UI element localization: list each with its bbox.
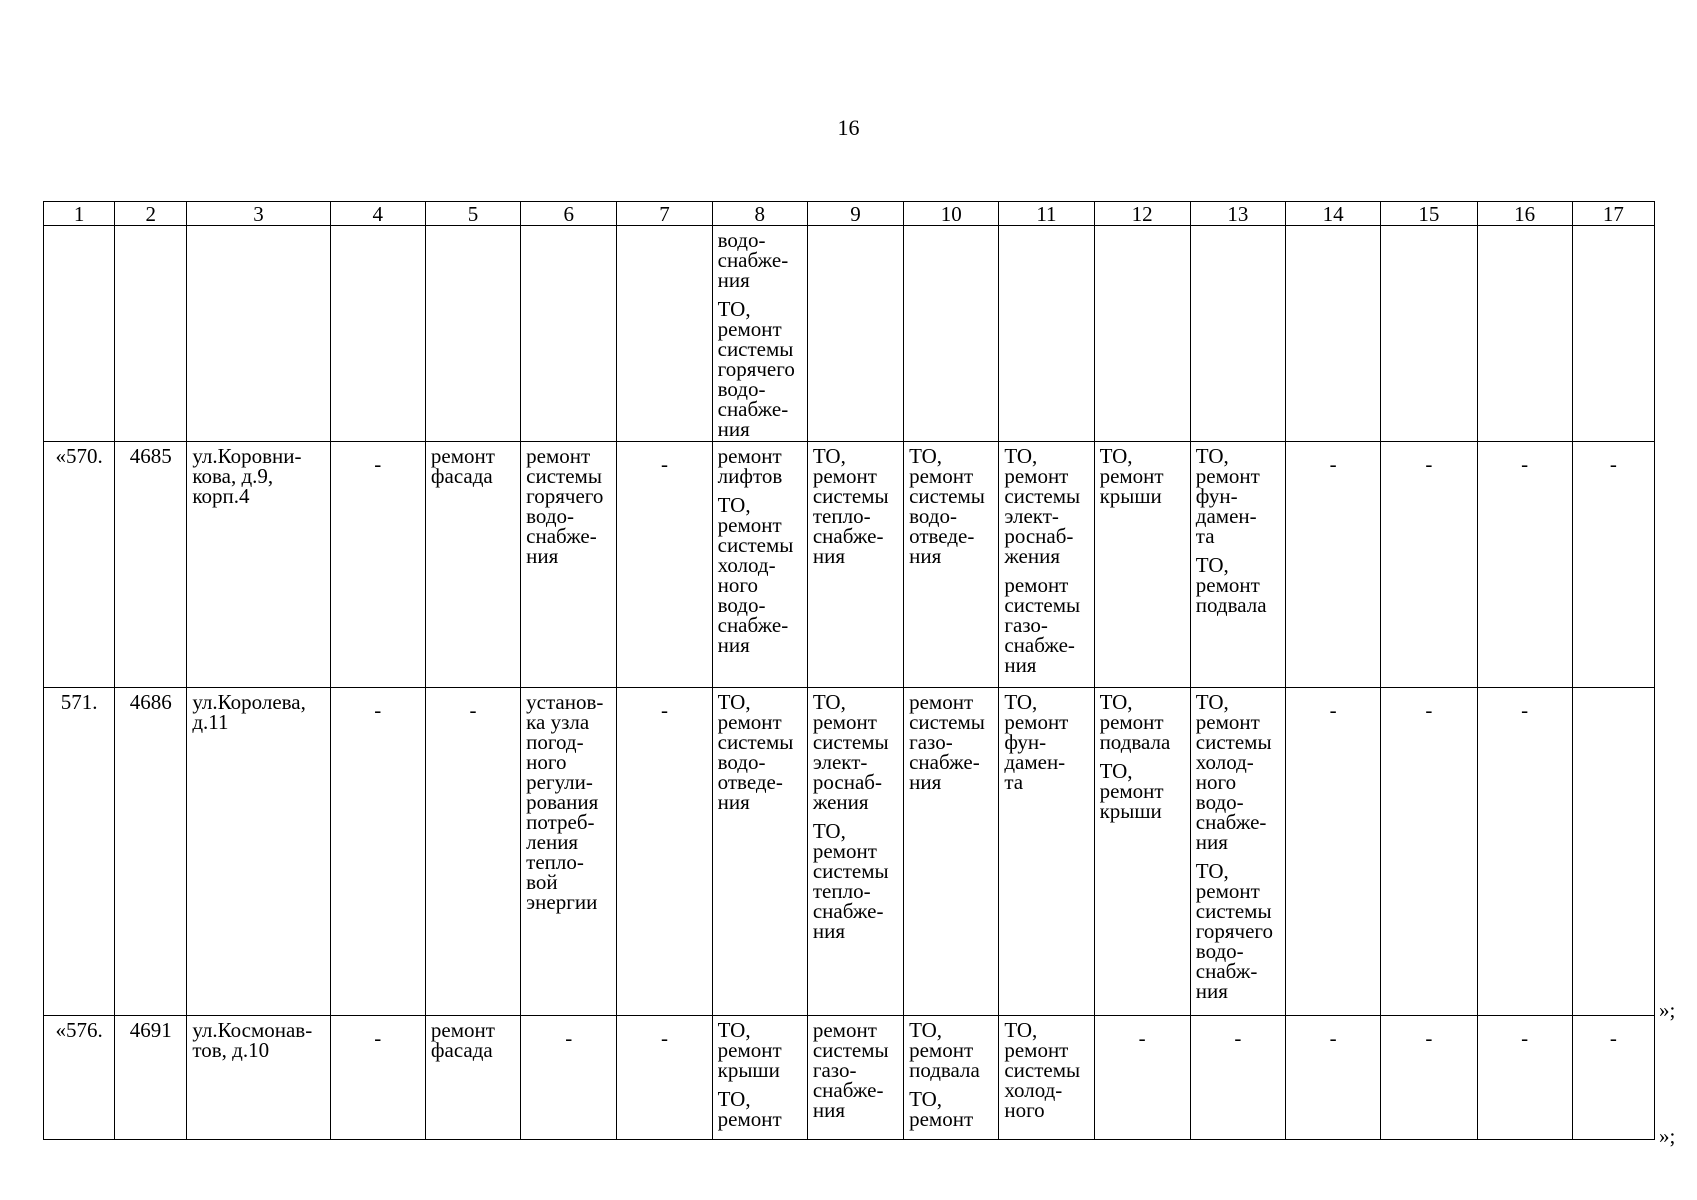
cell-entry: ремонт лифтов [717,444,783,488]
cell-entry: ТО, ремонт системы водо- отведе- ния [717,690,794,814]
column-number: 13 [1190,202,1285,226]
empty-dash: - [1329,452,1337,476]
table-cell [1477,688,1572,1016]
table-row [44,688,1655,1016]
column-number: 9 [807,202,903,226]
column-number: 8 [712,202,807,226]
table-cell [44,442,115,688]
table-cell [425,1016,520,1140]
cell-entry: ТО, ремонт крыши [1099,444,1164,508]
table-cell [44,226,115,442]
empty-dash: - [1234,1026,1242,1050]
empty-dash: - [1425,452,1433,476]
table-cell [425,226,520,442]
table-cell [999,1016,1094,1140]
cell-entry: ремонт системы газо- снабже- ния [812,1018,889,1122]
column-number: 3 [187,202,330,226]
cell-entry: ТО, ремонт подвала [1195,553,1267,617]
column-number: 17 [1572,202,1654,226]
table-cell [1572,688,1654,1016]
cell-entry: ТО, ремонт фун- дамен- та [1195,444,1260,548]
column-number: 6 [521,202,617,226]
cell-entry: ТО, ремонт системы элект- роснаб- жения [812,690,889,814]
table-cell [115,688,187,1016]
column-number: 1 [44,202,115,226]
column-number-header [44,202,1655,226]
table-row [44,1016,1655,1140]
empty-dash: - [1138,1026,1146,1050]
table-cell [187,688,330,1016]
empty-dash: - [1329,698,1337,722]
cell-entry: ТО, ремонт системы водо- отведе- ния [909,444,985,568]
table-cell [1572,1016,1654,1140]
table-cell [1477,442,1572,688]
column-number: 10 [904,202,999,226]
table-cell [1477,1016,1572,1140]
empty-dash: - [1425,698,1433,722]
table-cell [807,226,903,442]
cell-entry: «570. [55,444,103,468]
cell-entry: 4691 [129,1018,172,1042]
empty-dash: - [469,698,477,722]
table-cell [1381,1016,1477,1140]
table-cell [807,1016,903,1140]
table-cell [521,688,617,1016]
empty-dash: - [1329,1026,1337,1050]
empty-dash: - [374,452,382,476]
cell-entry: ТО, ремонт системы тепло- снабже- ния [812,819,889,943]
table-cell [617,688,712,1016]
table-cell [999,442,1094,688]
page-number: 16 [837,115,860,140]
table-cell [1286,1016,1381,1140]
column-number: 14 [1286,202,1381,226]
closing-quote: »; [1659,998,1676,1022]
table-cell [521,226,617,442]
cell-entry: ТО, ремонт крыши [1099,759,1164,823]
table-cell [425,442,520,688]
cell-entry: ТО, ремонт системы элект- роснаб- жения [1004,444,1081,568]
table-cell [330,226,425,442]
table-cell [187,226,330,442]
table-cell [712,1016,807,1140]
table-cell [115,1016,187,1140]
empty-dash: - [374,1026,382,1050]
cell-entry: ТО, ремонт системы холод- ного водо- снабже- ния [717,493,794,657]
cell-entry: ул.Королева, д.11 [192,690,306,734]
table-cell [904,688,999,1016]
empty-dash: - [1425,1026,1433,1050]
cell-entry: ТО, ремонт системы холод- ного водо- снабже- ния [1195,690,1272,854]
table-cell [1094,442,1190,688]
cell-entry: 4686 [129,690,172,714]
table-cell [712,226,807,442]
cell-entry: ТО, ремонт подвала [909,1018,980,1082]
cell-entry: 4685 [129,444,172,468]
table-cell [425,688,520,1016]
table-cell [807,442,903,688]
column-number: 15 [1381,202,1477,226]
cell-entry: ремонт фасада [430,444,495,488]
cell-entry: ТО, ремонт подвала [1099,690,1171,754]
cell-entry: ул.Коровни- кова, д.9, корп.4 [192,444,302,508]
table-cell [1286,688,1381,1016]
table-cell [115,226,187,442]
cell-entry: ремонт фасада [430,1018,495,1062]
table-cell [904,1016,999,1140]
table-cell [999,226,1094,442]
table-cell [1572,442,1654,688]
cell-entry: установ- ка узла погод- ного регули- рования потреб- ления тепло- вой энергии [526,690,604,914]
table-row [44,442,1655,688]
empty-dash: - [661,1026,668,1050]
column-number: 7 [617,202,712,226]
table-cell [617,442,712,688]
table-cell [187,442,330,688]
table-cell [1286,226,1381,442]
table-cell [1381,688,1477,1016]
column-number: 16 [1477,202,1572,226]
cell-entry: «576. [55,1018,103,1042]
table-cell [330,442,425,688]
table-cell [1572,226,1654,442]
table-cell [617,1016,712,1140]
empty-dash: - [1521,452,1529,476]
cell-entry: водо- снабже- ния [717,228,789,292]
cell-entry: ТО, ремонт системы тепло- снабже- ния [812,444,889,568]
table-cell [1381,442,1477,688]
column-number: 4 [330,202,425,226]
cell-entry: ул.Космонав- тов, д.10 [192,1018,313,1062]
cell-entry: ТО, ремонт системы горячего водо- снабж- ния [1195,859,1274,1003]
empty-dash: - [1521,698,1529,722]
table-cell [904,226,999,442]
table-cell [712,442,807,688]
closing-quote: »; [1659,1124,1676,1148]
column-number: 2 [115,202,187,226]
cell-entry: ТО, ремонт [909,1087,974,1131]
empty-dash: - [1609,1026,1617,1050]
table-cell [712,688,807,1016]
column-number: 5 [425,202,520,226]
table-cell [807,688,903,1016]
cell-entry: ТО, ремонт фун- дамен- та [1004,690,1069,794]
empty-dash: - [565,1026,573,1050]
table-cell [1094,226,1190,442]
cell-entry: ТО, ремонт системы горячего водо- снабже- ния [717,297,795,441]
table-cell [187,1016,330,1140]
table-cell [1190,688,1285,1016]
table-cell [904,442,999,688]
cell-entry: ремонт системы горячего водо- снабже- ния [526,444,604,568]
table-cell [1190,1016,1285,1140]
table-cell [1094,1016,1190,1140]
empty-dash: - [661,698,668,722]
empty-dash: - [661,452,668,476]
table-row [44,226,1655,442]
cell-entry: ТО, ремонт крыши [717,1018,782,1082]
empty-dash: - [1609,452,1617,476]
cell-entry: ремонт системы газо- снабже- ния [1004,573,1081,677]
empty-dash: - [374,698,382,722]
table-cell [115,442,187,688]
table-cell [521,442,617,688]
empty-dash: - [1521,1026,1529,1050]
table-cell [1477,226,1572,442]
repair-schedule-table [43,201,1655,1140]
table-cell [1381,226,1477,442]
table-cell [1094,688,1190,1016]
column-number: 12 [1094,202,1190,226]
cell-entry: ремонт системы газо- снабже- ния [909,690,985,794]
column-number: 11 [999,202,1094,226]
cell-entry: ТО, ремонт [717,1087,782,1131]
table-cell [617,226,712,442]
table-cell [521,1016,617,1140]
table-cell [1286,442,1381,688]
table-cell [44,1016,115,1140]
table-cell [330,688,425,1016]
cell-entry: ТО, ремонт системы холод- ного [1004,1018,1081,1122]
cell-entry: 571. [60,690,98,714]
table-cell [1190,442,1285,688]
table-cell [330,1016,425,1140]
table-cell [1190,226,1285,442]
table-cell [999,688,1094,1016]
table-cell [44,688,115,1016]
